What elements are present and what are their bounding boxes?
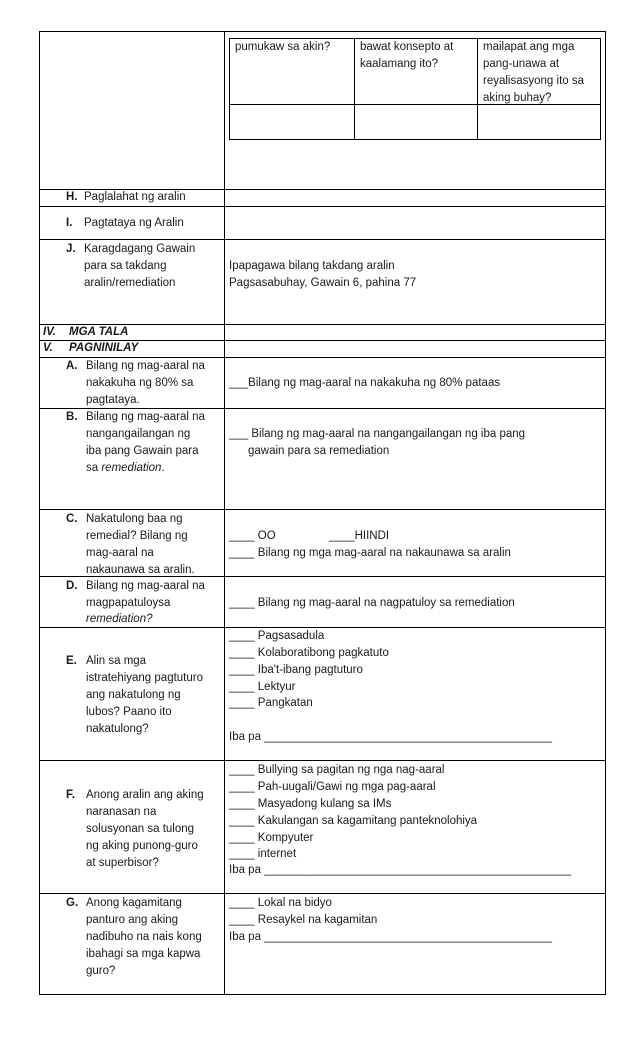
row-i-letter: I. (66, 217, 73, 229)
reflection-e-option: ____ Pagsasadula (229, 630, 325, 642)
inner-header-3: mailapat ang mga (483, 41, 575, 53)
reflection-e-option: ____ Iba't-ibang pagtuturo (229, 664, 363, 676)
reflection-d-letter: D. (66, 580, 78, 592)
reflection-f-option: ____ Masyadong kulang sa IMs (229, 798, 392, 810)
reflection-f-option: ____ Kakulangan sa kagamitang panteknolohiya (229, 815, 478, 827)
reflection-b-content: ___ Bilang ng mag-aaral na nangangailangan ng iba pang (229, 428, 526, 440)
row-h-label: Paglalahat ng aralin (84, 191, 186, 203)
reflection-b-letter: B. (66, 411, 78, 423)
row-j-letter: J. (66, 243, 76, 255)
reflection-c-letter: C. (66, 513, 78, 525)
reflection-e-option: ____ Pangkatan (229, 697, 313, 709)
table-border-bottom (39, 994, 606, 995)
reflection-g-option: ____ Resaykel na kagamitan (229, 914, 378, 926)
reflection-b-label: Bilang ng mag-aaral na (86, 411, 205, 423)
reflection-d-label: Bilang ng mag-aaral na (86, 580, 205, 592)
reflection-f-option: ____ Pah-uugali/Gawi ng mga pag-aaral (229, 781, 436, 793)
reflection-f-option: ____ Bullying sa pagitan ng nga nag-aaral (229, 764, 445, 776)
reflection-d-content: ____ Bilang ng mag-aaral na nagpatuloy sa remediation (229, 597, 515, 609)
section-v-num: V. (43, 342, 53, 354)
section-iv-title: MGA TALA (69, 326, 129, 338)
reflection-g-letter: G. (66, 897, 79, 909)
reflection-e-letter: E. (66, 655, 77, 667)
section-v-title: PAGNINILAY (69, 342, 139, 354)
reflection-a-content: ___Bilang ng mag-aaral na nakakuha ng 80% pataas (229, 377, 501, 389)
reflection-f-option: ____ internet (229, 848, 297, 860)
reflection-f-letter: F. (66, 789, 75, 801)
row-i-label: Pagtataya ng Aralin (84, 217, 184, 229)
table-border-left (39, 31, 40, 995)
reflection-f-label: Anong aralin ang aking (86, 789, 204, 801)
reflection-c-label: Nakatulong baa ng (86, 513, 183, 525)
reflection-e-option: ____ Kolaboratibong pagkatuto (229, 647, 389, 659)
column-divider (224, 31, 225, 995)
row-h-letter: H. (66, 191, 78, 203)
reflection-f-other: Iba pa ________________________________________________ (229, 864, 572, 876)
reflection-g-option: ____ Lokal na bidyo (229, 897, 332, 909)
reflection-a-letter: A. (66, 360, 78, 372)
reflection-e-option: ____ Lektyur (229, 681, 296, 693)
reflection-e-label: Alin sa mga (86, 655, 147, 667)
reflection-a-label: Bilang ng mag-aaral na (86, 360, 205, 372)
inner-header-1: pumukaw sa akin? (235, 41, 331, 53)
reflection-c-hindi: ____HIINDI (329, 530, 390, 542)
row-j-content: Ipapagawa bilang takdang aralin (229, 260, 395, 272)
table-border-top (39, 31, 606, 32)
reflection-c-content: ____ Bilang ng mga mag-aaral na nakaunawa sa aralin (229, 547, 511, 559)
reflection-g-other: Iba pa _____________________________________________ (229, 931, 552, 943)
reflection-g-label: Anong kagamitang (86, 897, 182, 909)
table-border-right (605, 31, 606, 995)
reflection-f-option: ____ Kompyuter (229, 832, 314, 844)
row-j-label: Karagdagang Gawain (84, 243, 196, 255)
inner-header-2: bawat konsepto at (360, 41, 454, 53)
reflection-e-other: Iba pa _____________________________________________ (229, 731, 552, 743)
reflection-c-oo: ____ OO (229, 530, 276, 542)
section-iv-num: IV. (43, 326, 57, 338)
lesson-plan-table: pumukaw sa akin? bawat konsepto at kaalamang ito? mailapat ang mga pang-unawa at reyalisasyong ito sa aking buhay? H. Paglalahat ng aralin I. Pagtataya ng Aralin J. Karagdagang Gawain para sa takdang aralin/remediation Ipapagawa bilang takdang aralin Pagsasabuhay, Gawain 6, pahina 77 IV. MGA TALA V. PAGNINILAY A. Bilang ng mag-aaral na nakakuha ng 80% sa pagtataya. ___Bilang ng mag-aaral na nakakuha ng 80% pataas B. Bilang ng mag-aaral na nangangailangan ng iba pang Gawain para sa remediation. ___ Bilang ng mag-aaral na nangangailangan ng iba pang gawain para sa remediation C. Nakatulong baa ng remedial? Bilang ng mag-aaral na nakaunawa sa aralin. ____ OO ____HIINDI ____ Bilang ng mga mag-aaral na nakaunawa sa aralin D. Bilang ng mag-aaral na magpapatuloysa remediation? ____ Bilang ng mag-aaral na nagpatuloy sa remediation E. Alin sa mga istratehiyang pagtuturo ang nakatulong ng lubos? Paano ito nakatulong? ____ Pagsasadula ____ Kolaboratibong pagkatuto ____ Iba't-ibang pagtuturo ____ Lektyur ____ Pangkatan Iba pa _____________________________________________ F. Anong aralin ang aking naranasan na solusyonan sa tulong ng aking punong-guro at superbisor? ____ Bullying sa pagitan ng nga nag-aaral ____ Pah-uugali/Gawi ng mga pag-aaral ____ Masyadong kulang sa IMs ____ Kakulangan sa kagamitang panteknolohiya ____ Kompyuter ____ internet Iba pa ________________________________________________ G. Anong kagamitang panturo ang aking nadibuho na nais kong ibahagi sa mga kapwa guro? ____ Lokal na bidyo ____ Resaykel na kagamitan Iba pa _____________________________________________ (39, 31, 606, 995)
